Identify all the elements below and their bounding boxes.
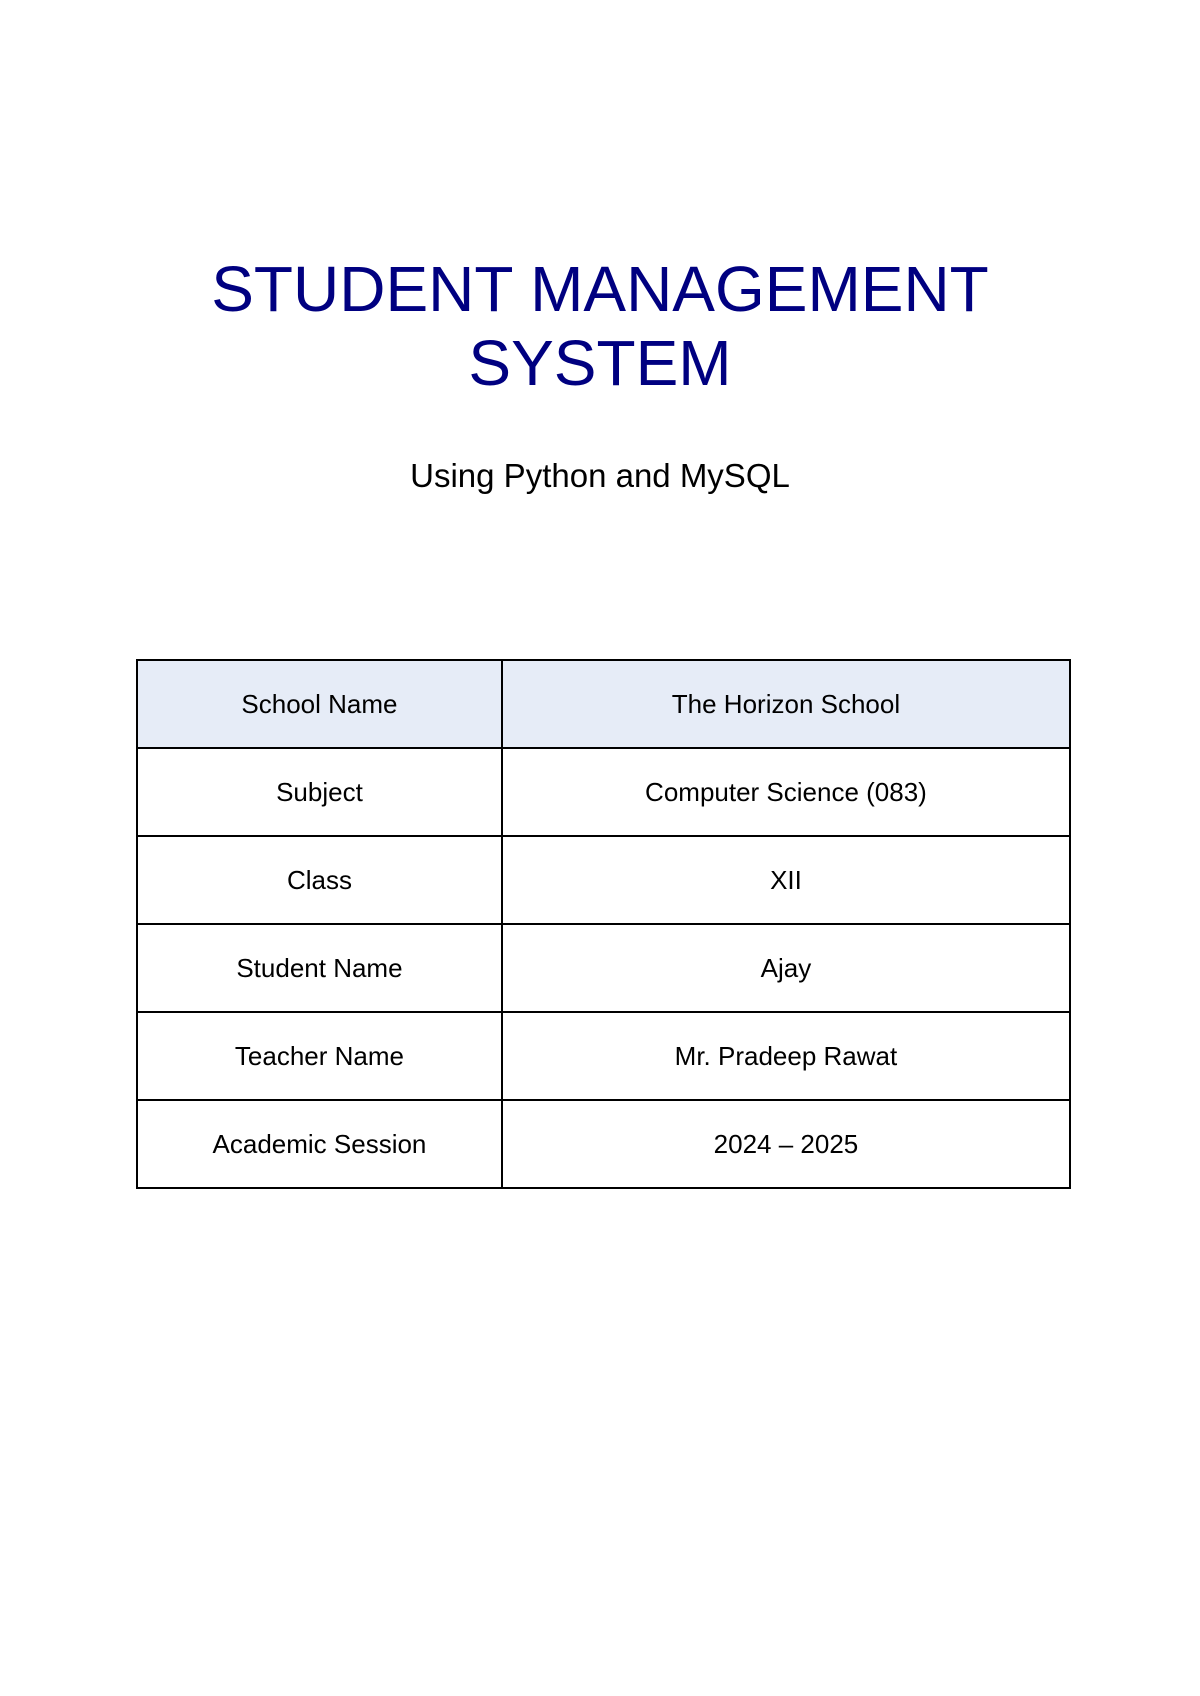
table-cell-value: XII xyxy=(502,836,1070,924)
table-row-teacher-name xyxy=(137,1012,1070,1100)
page-title xyxy=(0,252,1200,400)
table-cell-value: The Horizon School xyxy=(502,660,1070,748)
table-row-school-name xyxy=(137,660,1070,748)
table-cell-label: Academic Session xyxy=(137,1100,502,1188)
table-cell-value: Computer Science (083) xyxy=(502,748,1070,836)
table-cell-value: Ajay xyxy=(502,924,1070,1012)
table-row-student-name xyxy=(137,924,1070,1012)
table-row-class xyxy=(137,836,1070,924)
project-info-table xyxy=(136,659,1071,1189)
table-cell-label: Class xyxy=(137,836,502,924)
table-cell-value: 2024 – 2025 xyxy=(502,1100,1070,1188)
page-subtitle: Using Python and MySQL xyxy=(410,457,790,494)
title-line-2: SYSTEM xyxy=(468,327,732,399)
table-cell-label: Subject xyxy=(137,748,502,836)
table-cell-label: Student Name xyxy=(137,924,502,1012)
table-cell-label: School Name xyxy=(137,660,502,748)
table-cell-label: Teacher Name xyxy=(137,1012,502,1100)
table-row-subject xyxy=(137,748,1070,836)
title-line-1: STUDENT MANAGEMENT xyxy=(211,253,989,325)
table-cell-value: Mr. Pradeep Rawat xyxy=(502,1012,1070,1100)
table-row-academic-session xyxy=(137,1100,1070,1188)
